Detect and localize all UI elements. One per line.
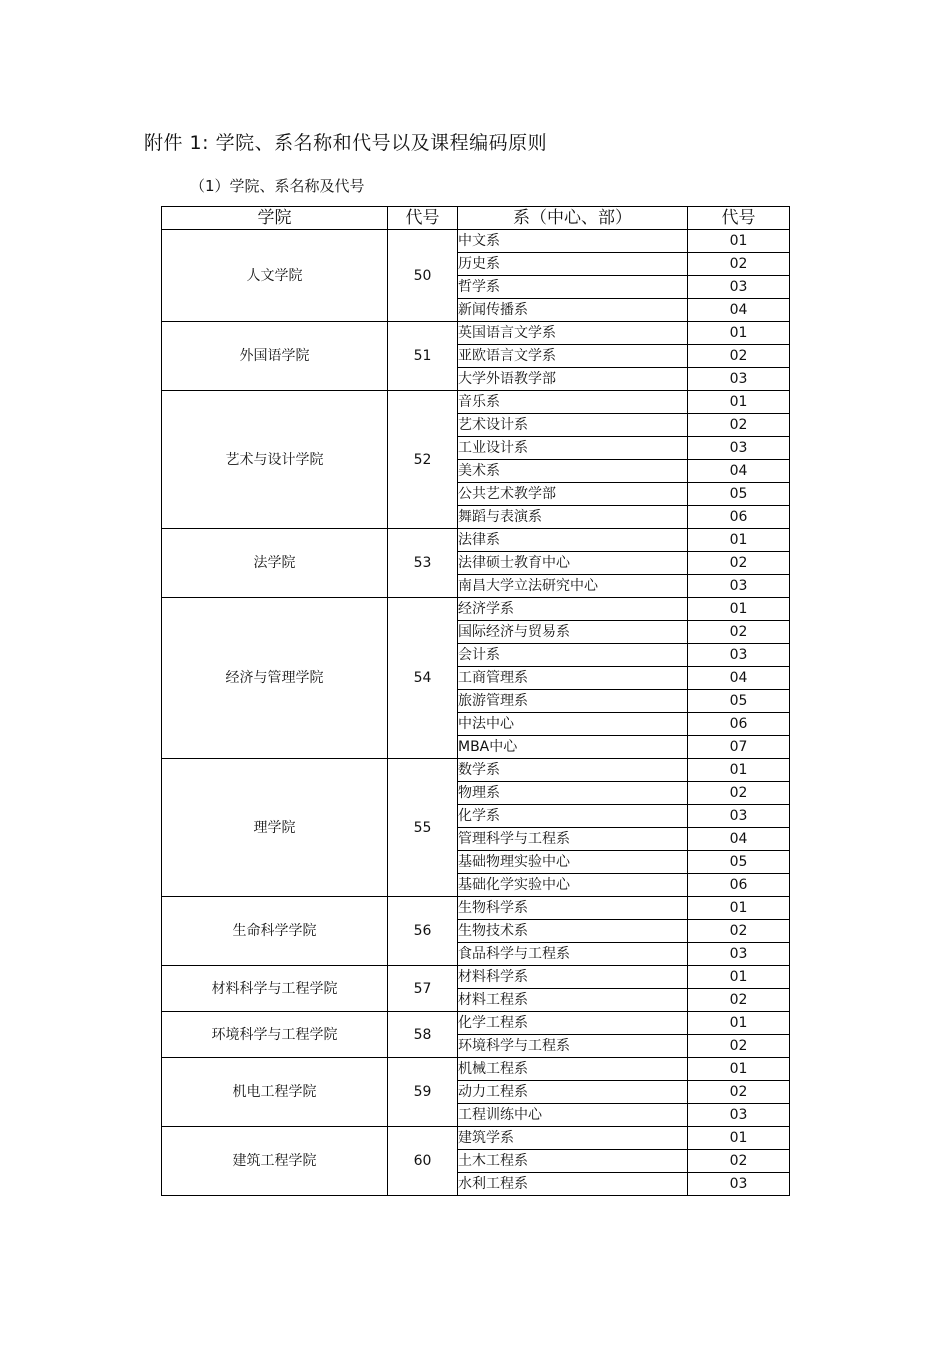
department-name: 食品科学与工程系 <box>458 943 688 966</box>
college-code: 53 <box>388 529 458 598</box>
table-row <box>162 1012 790 1035</box>
department-code: 06 <box>688 506 790 529</box>
department-code: 03 <box>688 943 790 966</box>
department-name: 数学系 <box>458 759 688 782</box>
department-name: 法律硕士教育中心 <box>458 552 688 575</box>
department-code: 02 <box>688 782 790 805</box>
college-name: 材料科学与工程学院 <box>162 966 388 1012</box>
department-code: 01 <box>688 230 790 253</box>
department-name: 土木工程系 <box>458 1150 688 1173</box>
department-name: 动力工程系 <box>458 1081 688 1104</box>
department-code: 03 <box>688 644 790 667</box>
department-code: 02 <box>688 1081 790 1104</box>
department-code: 02 <box>688 920 790 943</box>
header-department: 系（中心、部） <box>458 207 688 230</box>
department-name: 工业设计系 <box>458 437 688 460</box>
college-code: 54 <box>388 598 458 759</box>
department-name: 美术系 <box>458 460 688 483</box>
department-code: 02 <box>688 253 790 276</box>
table-row <box>162 966 790 989</box>
college-code: 58 <box>388 1012 458 1058</box>
college-name: 环境科学与工程学院 <box>162 1012 388 1058</box>
department-code: 02 <box>688 1150 790 1173</box>
department-name: MBA中心 <box>458 736 688 759</box>
department-name: 英国语言文学系 <box>458 322 688 345</box>
header-department-code: 代号 <box>688 207 790 230</box>
document-title: 附件 1: 学院、系名称和代号以及课程编码原则 <box>144 132 548 154</box>
college-name: 外国语学院 <box>162 322 388 391</box>
table-row <box>162 391 790 414</box>
college-name: 理学院 <box>162 759 388 897</box>
table-row <box>162 759 790 782</box>
table-header-row <box>162 207 790 230</box>
department-name: 新闻传播系 <box>458 299 688 322</box>
table-row <box>162 230 790 253</box>
header-college: 学院 <box>162 207 388 230</box>
department-code: 05 <box>688 690 790 713</box>
department-name: 工程训练中心 <box>458 1104 688 1127</box>
header-college-code: 代号 <box>388 207 458 230</box>
college-code: 55 <box>388 759 458 897</box>
department-name: 材料工程系 <box>458 989 688 1012</box>
department-name: 法律系 <box>458 529 688 552</box>
department-code: 01 <box>688 322 790 345</box>
department-code: 03 <box>688 437 790 460</box>
table-body <box>162 230 790 1196</box>
department-code: 01 <box>688 897 790 920</box>
table-row <box>162 1058 790 1081</box>
department-name: 历史系 <box>458 253 688 276</box>
department-name: 经济学系 <box>458 598 688 621</box>
college-name: 法学院 <box>162 529 388 598</box>
department-name: 会计系 <box>458 644 688 667</box>
department-name: 生物技术系 <box>458 920 688 943</box>
department-name: 舞蹈与表演系 <box>458 506 688 529</box>
department-code: 01 <box>688 529 790 552</box>
department-code: 02 <box>688 345 790 368</box>
department-name: 工商管理系 <box>458 667 688 690</box>
college-code: 59 <box>388 1058 458 1127</box>
department-code: 02 <box>688 552 790 575</box>
department-name: 建筑学系 <box>458 1127 688 1150</box>
department-code: 06 <box>688 874 790 897</box>
department-code: 03 <box>688 805 790 828</box>
department-name: 环境科学与工程系 <box>458 1035 688 1058</box>
department-name: 亚欧语言文学系 <box>458 345 688 368</box>
department-name: 中文系 <box>458 230 688 253</box>
department-code: 06 <box>688 713 790 736</box>
section-title: （1）学院、系名称及代号 <box>190 177 365 195</box>
department-code: 01 <box>688 1058 790 1081</box>
college-code: 52 <box>388 391 458 529</box>
table-row <box>162 529 790 552</box>
college-name: 人文学院 <box>162 230 388 322</box>
department-code: 02 <box>688 621 790 644</box>
department-name: 基础化学实验中心 <box>458 874 688 897</box>
department-code: 04 <box>688 667 790 690</box>
department-name: 音乐系 <box>458 391 688 414</box>
department-name: 旅游管理系 <box>458 690 688 713</box>
department-code: 03 <box>688 368 790 391</box>
college-name: 建筑工程学院 <box>162 1127 388 1196</box>
college-department-table <box>161 206 790 1196</box>
department-name: 国际经济与贸易系 <box>458 621 688 644</box>
department-code: 07 <box>688 736 790 759</box>
department-name: 机械工程系 <box>458 1058 688 1081</box>
college-code: 57 <box>388 966 458 1012</box>
department-name: 化学工程系 <box>458 1012 688 1035</box>
department-code: 02 <box>688 1035 790 1058</box>
college-name: 艺术与设计学院 <box>162 391 388 529</box>
department-code: 01 <box>688 966 790 989</box>
table-row <box>162 1127 790 1150</box>
department-code: 02 <box>688 989 790 1012</box>
department-code: 01 <box>688 598 790 621</box>
department-code: 01 <box>688 391 790 414</box>
department-name: 中法中心 <box>458 713 688 736</box>
department-name: 物理系 <box>458 782 688 805</box>
department-name: 化学系 <box>458 805 688 828</box>
department-code: 03 <box>688 1104 790 1127</box>
department-code: 04 <box>688 299 790 322</box>
department-code: 01 <box>688 759 790 782</box>
department-name: 哲学系 <box>458 276 688 299</box>
department-name: 管理科学与工程系 <box>458 828 688 851</box>
department-code: 04 <box>688 460 790 483</box>
department-name: 材料科学系 <box>458 966 688 989</box>
department-name: 公共艺术教学部 <box>458 483 688 506</box>
college-name: 机电工程学院 <box>162 1058 388 1127</box>
department-code: 05 <box>688 483 790 506</box>
table-row <box>162 322 790 345</box>
department-code: 01 <box>688 1012 790 1035</box>
college-name: 经济与管理学院 <box>162 598 388 759</box>
department-name: 生物科学系 <box>458 897 688 920</box>
department-name: 基础物理实验中心 <box>458 851 688 874</box>
college-code: 60 <box>388 1127 458 1196</box>
department-code: 03 <box>688 1173 790 1196</box>
college-code: 51 <box>388 322 458 391</box>
department-name: 水利工程系 <box>458 1173 688 1196</box>
department-code: 01 <box>688 1127 790 1150</box>
college-name: 生命科学学院 <box>162 897 388 966</box>
college-code: 56 <box>388 897 458 966</box>
department-name: 艺术设计系 <box>458 414 688 437</box>
department-code: 03 <box>688 276 790 299</box>
department-code: 05 <box>688 851 790 874</box>
table-row <box>162 897 790 920</box>
department-code: 03 <box>688 575 790 598</box>
department-code: 02 <box>688 414 790 437</box>
department-code: 04 <box>688 828 790 851</box>
department-name: 南昌大学立法研究中心 <box>458 575 688 598</box>
college-code: 50 <box>388 230 458 322</box>
table-row <box>162 598 790 621</box>
department-name: 大学外语教学部 <box>458 368 688 391</box>
